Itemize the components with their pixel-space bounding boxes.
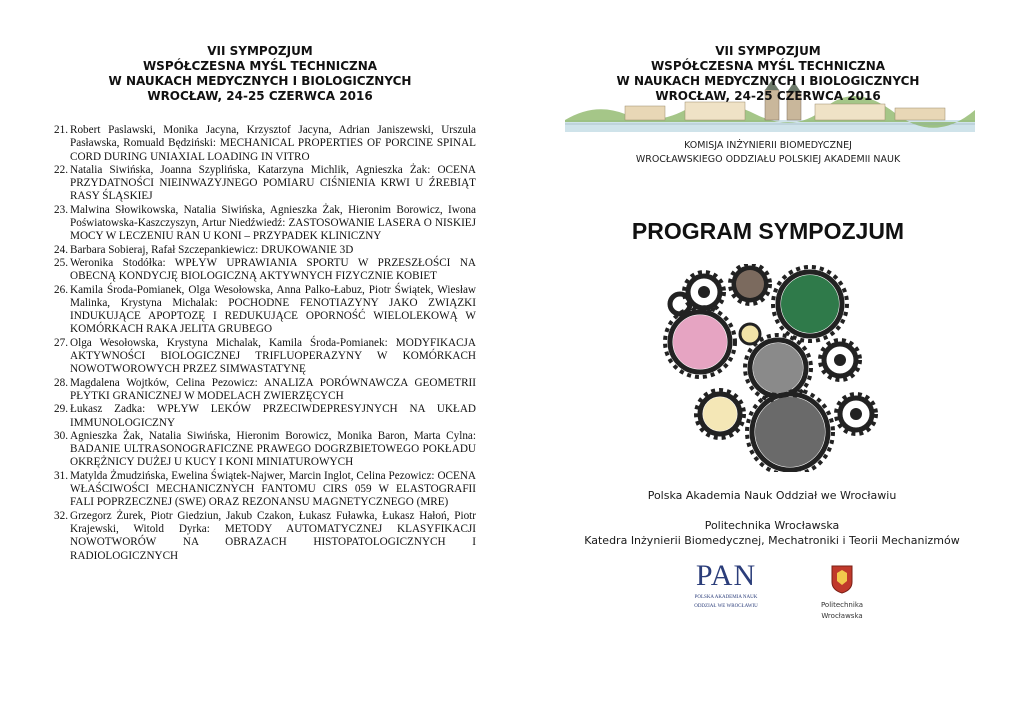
item-text: Agnieszka Żak, Natalia Siwińska, Hieronim Borowicz, Monika Baron, Marta Cylna: BADANIE ULTRASONOGRAFICZNE PRAWEGO DOGRZBIETOWEGO POKŁADU OKRĘŻNICY DUŻEJ U KUCY I KONI MINIATUROWYCH: [70, 429, 476, 469]
list-item: [40, 377, 476, 404]
pan-oddzial-name: Polska Akademia Nauk Oddział we Wrocławiu: [647, 489, 897, 502]
item-text: Matylda Żmudzińska, Ewelina Świątek-Najwer, Marcin Inglot, Celina Pezowicz: OCENA WŁAŚCIWOŚCI MECHANICZNYCH FANTOMU CIRS 059 W ELASTOGRAFII FALI POPRZECZNEJ (SWE) ORAZ REZONANSU MAGNETYCZNEGO (MRE): [70, 469, 476, 509]
item-text: Łukasz Zadka: WPŁYW LEKÓW PRZECIWDEPRESYJNYCH NA UKŁAD IMMUNOLOGICZNY: [70, 403, 476, 429]
pan-logo: [678, 560, 774, 620]
header-line: WSPÓŁCZESNA MYŚL TECHNICZNA: [650, 59, 886, 73]
list-item: [40, 257, 476, 284]
item-number: 28.: [54, 376, 68, 389]
item-number: 30.: [54, 429, 68, 442]
item-text: Kamila Środa-Pomianek, Olga Wesołowska, Anna Palko-Łabuz, Piotr Świątek, Wiesław Malinka, Krystyna Michalak: POCHODNE FENOTIAZYNY JAKO ZWIĄZKI INDUKUJĄCE APOPTOZĘ I REDUKUJĄCE OPORNOŚĆ WIELOLEKOWĄ W KOMÓRKACH RAKA JELITA GRUBEGO: [70, 283, 476, 336]
commission-line: WROCŁAWSKIEGO ODDZIAŁU POLSKIEJ AKADEMII NAUK: [635, 154, 901, 165]
list-item: [40, 403, 476, 430]
katedra-name: Katedra Inżynierii Biomedycznej, Mechatroniki i Teorii Mechanizmów: [584, 534, 960, 547]
list-item: [40, 510, 476, 563]
list-item: [40, 204, 476, 244]
item-number: 23.: [54, 203, 68, 216]
politechnika-name: Politechnika Wrocławska: [704, 519, 840, 532]
item-text: Malwina Słowikowska, Natalia Siwińska, Agnieszka Żak, Hieronim Borowicz, Iwona Poświatowska-Kaszczyszyn, Artur Niedźwiedź: ZASTOSOWANIE LASERA O NISKIEJ MOCY W LECZENIU RAN U KONI – PRZYPADEK KLINICZNY: [70, 203, 476, 243]
pan-logo-subtext: POLSKA AKADEMIA NAUK: [694, 595, 758, 600]
header-line: WROCŁAW, 24-25 CZERWCA 2016: [655, 89, 881, 103]
politechnika-logo-text: Wrocławska: [821, 612, 863, 620]
list-item: [40, 430, 476, 470]
item-text: Robert Paslawski, Monika Jacyna, Krzysztof Jacyna, Adrian Janiszewski, Urszula Pasławska, Romuald Będziński: MECHANICAL PROPERTIES OF PORCINE SPINAL CORD DURING UNIAXIAL LOADING IN VITRO: [70, 124, 476, 163]
item-text: Natalia Siwińska, Joanna Szyplińska, Katarzyna Michlik, Agnieszka Żak: OCENA PRZYDATNOŚCI NIEINWAZYJNEGO POMIARU CIŚNIENIA KRWI U ŹREBIĄT RASY ŚLĄSKIEJ: [70, 163, 476, 203]
item-number: 22.: [54, 163, 68, 176]
item-number: 25.: [54, 256, 68, 269]
item-text: Grzegorz Żurek, Piotr Giedziun, Jakub Czakon, Łukasz Fuławka, Łukasz Hałoń, Piotr Krajewski, Witold Dyrka: METODY AUTOMATYCZNEJ KLASYFIKACJI NOWOTWORÓW NA OBRAZACH HISTOPATOLOGICZNYCH I RADIOLOGICZNYCH: [70, 509, 476, 562]
item-text: Barbara Sobieraj, Rafał Szczepankiewicz: DRUKOWANIE 3D: [70, 243, 354, 256]
commission-line: KOMISJA INŻYNIERII BIOMEDYCZNEJ: [684, 140, 852, 151]
list-item: [40, 284, 476, 337]
item-number: 26.: [54, 283, 68, 296]
list-item: [40, 244, 476, 257]
right-page: [512, 0, 1024, 725]
politechnika-logo-text: Politechnika: [820, 601, 864, 609]
list-item: [40, 124, 476, 164]
item-number: 32.: [54, 509, 68, 522]
item-number: 21.: [54, 124, 68, 136]
item-number: 29.: [54, 403, 68, 416]
politechnika-logo: [812, 564, 872, 624]
header-line: W NAUKACH MEDYCZNYCH I BIOLOGICZNYCH: [616, 74, 920, 88]
politechnika-crest-icon: [830, 564, 854, 594]
item-text: Magdalena Wojtków, Celina Pezowicz: ANALIZA PORÓWNAWCZA GEOMETRII PŁYTKI GRANICZNEJ W MODELACH ZWIERZĘCYCH: [70, 376, 476, 402]
list-item: [40, 470, 476, 510]
item-number: 27.: [54, 336, 68, 349]
gears-illustration: [660, 264, 880, 472]
left-header: [40, 44, 480, 104]
commission-name: [568, 139, 968, 167]
item-text: Weronika Stodółka: WPŁYW UPRAWIANIA SPORTU W PRZESZŁOŚCI NA OBECNĄ KONDYCJĘ BIOLOGICZNĄ AKTYWNYCH FIZYCZNIE KOBIET: [70, 256, 476, 283]
right-header: [568, 44, 968, 104]
program-title: PROGRAM SYMPOZJUM: [631, 218, 905, 244]
list-item: [40, 337, 476, 377]
header-line: W NAUKACH MEDYCZNYCH I BIOLOGICZNYCH: [108, 74, 412, 88]
program-list: [40, 124, 476, 563]
item-number: 24.: [54, 243, 68, 256]
header-line: WROCŁAW, 24-25 CZERWCA 2016: [147, 89, 373, 103]
list-item: [40, 164, 476, 204]
header-line: VII SYMPOZJUM: [207, 44, 313, 58]
header-line: WSPÓŁCZESNA MYŚL TECHNICZNA: [142, 59, 378, 73]
header-line: VII SYMPOZJUM: [715, 44, 821, 58]
item-number: 31.: [54, 469, 68, 482]
pan-logo-subtext: ODDZIAŁ WE WROCŁAWIU: [694, 604, 758, 609]
pan-logo-text: PAN: [695, 559, 757, 592]
item-text: Olga Wesołowska, Krystyna Michalak, Kamila Środa-Pomianek: MODYFIKACJA AKTYWNOŚCI BIOLOGICZNEJ TRIFLUOPERAZYNY W KOMÓRKACH NOWOTWOROWYCH PRZEZ SIMWASTATYNĘ: [70, 336, 476, 376]
